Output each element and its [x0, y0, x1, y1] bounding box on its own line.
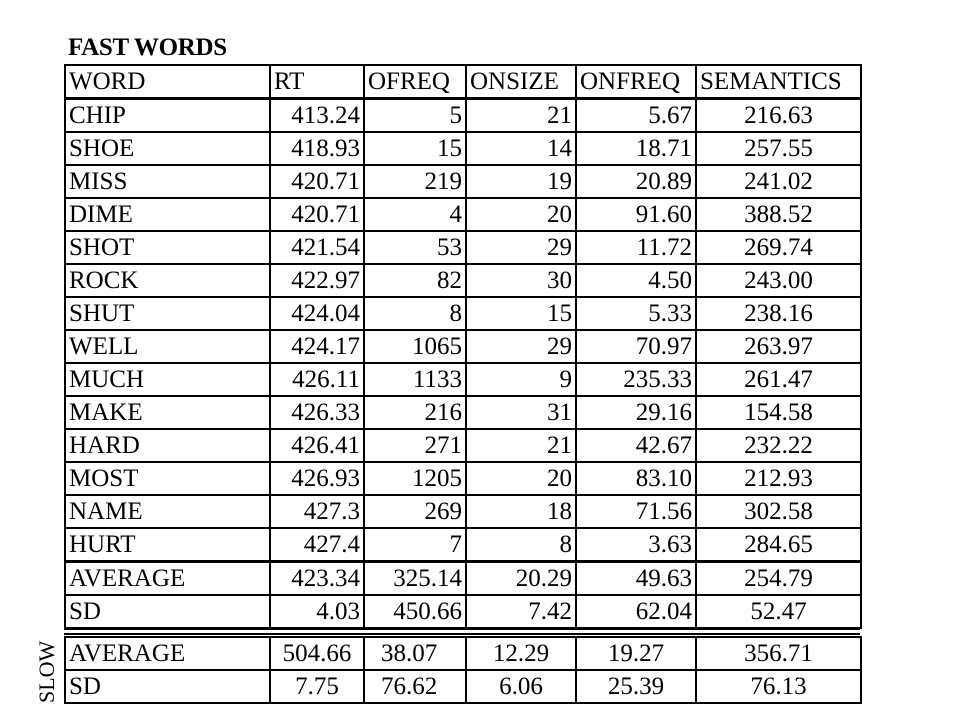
cell-onfreq: 71.56: [576, 495, 696, 528]
table-row: [65, 297, 861, 330]
table-row: [65, 429, 861, 462]
cell-ofreq: 219: [364, 165, 466, 198]
cell-onsize: 19: [466, 165, 576, 198]
cell-ofreq: 271: [364, 429, 466, 462]
cell-ofreq: 216: [364, 396, 466, 429]
cell-semantics: 254.79: [696, 562, 861, 596]
cell-rt: 426.11: [270, 363, 364, 396]
cell-rt: 427.4: [270, 528, 364, 562]
table-row: [65, 99, 861, 133]
cell-ofreq: 53: [364, 231, 466, 264]
cell-word: DIME: [65, 198, 270, 231]
cell-word: MUCH: [65, 363, 270, 396]
table-row: [65, 264, 861, 297]
cell-ofreq: 4: [364, 198, 466, 231]
cell-ofreq: 38.07: [364, 637, 466, 670]
table-row: [65, 132, 861, 165]
cell-onfreq: 5.67: [576, 99, 696, 133]
cell-onfreq: 83.10: [576, 462, 696, 495]
cell-semantics: 263.97: [696, 330, 861, 363]
cell-word: CHIP: [65, 99, 270, 133]
cell-word: AVERAGE: [65, 637, 270, 670]
cell-onsize: 6.06: [466, 670, 576, 703]
cell-rt: 423.34: [270, 562, 364, 596]
cell-onsize: 8: [466, 528, 576, 562]
cell-onfreq: 62.04: [576, 595, 696, 628]
column-header-rt: RT: [270, 65, 364, 99]
cell-rt: 422.97: [270, 264, 364, 297]
cell-ofreq: 450.66: [364, 595, 466, 628]
cell-semantics: 212.93: [696, 462, 861, 495]
cell-rt: 418.93: [270, 132, 364, 165]
cell-onsize: 21: [466, 429, 576, 462]
cell-rt: 420.71: [270, 165, 364, 198]
cell-ofreq: 269: [364, 495, 466, 528]
cell-semantics: 356.71: [696, 637, 861, 670]
cell-rt: 426.33: [270, 396, 364, 429]
cell-onfreq: 18.71: [576, 132, 696, 165]
cell-onsize: 18: [466, 495, 576, 528]
table-row: [65, 462, 861, 495]
cell-onsize: 12.29: [466, 637, 576, 670]
cell-rt: 427.3: [270, 495, 364, 528]
cell-rt: 424.17: [270, 330, 364, 363]
cell-rt: 420.71: [270, 198, 364, 231]
cell-word: MAKE: [65, 396, 270, 429]
column-header-semantics: SEMANTICS: [696, 65, 861, 99]
table-row: [65, 231, 861, 264]
cell-word: ROCK: [65, 264, 270, 297]
table-row: [65, 495, 861, 528]
cell-word: AVERAGE: [65, 562, 270, 596]
cell-semantics: 52.47: [696, 595, 861, 628]
cell-semantics: 269.74: [696, 231, 861, 264]
cell-semantics: 284.65: [696, 528, 861, 562]
cell-onfreq: 19.27: [576, 637, 696, 670]
cell-rt: 4.03: [270, 595, 364, 628]
cell-semantics: 241.02: [696, 165, 861, 198]
column-header-onsize: ONSIZE: [466, 65, 576, 99]
slow-sd-row: [65, 670, 861, 703]
cell-word: SHOT: [65, 231, 270, 264]
cell-rt: 7.75: [270, 670, 364, 703]
double-divider: [64, 628, 860, 635]
cell-rt: 426.41: [270, 429, 364, 462]
cell-onfreq: 42.67: [576, 429, 696, 462]
cell-onsize: 20: [466, 462, 576, 495]
cell-semantics: 302.58: [696, 495, 861, 528]
cell-semantics: 257.55: [696, 132, 861, 165]
cell-word: SHOE: [65, 132, 270, 165]
fast-sd-row: [65, 595, 861, 628]
cell-word: HARD: [65, 429, 270, 462]
cell-word: SD: [65, 670, 270, 703]
cell-onsize: 29: [466, 330, 576, 363]
cell-ofreq: 76.62: [364, 670, 466, 703]
cell-onfreq: 3.63: [576, 528, 696, 562]
table-row: [65, 330, 861, 363]
cell-onfreq: 20.89: [576, 165, 696, 198]
cell-rt: 413.24: [270, 99, 364, 133]
cell-word: WELL: [65, 330, 270, 363]
cell-word: SD: [65, 595, 270, 628]
cell-onfreq: 29.16: [576, 396, 696, 429]
cell-onfreq: 49.63: [576, 562, 696, 596]
slow-average-row: [65, 637, 861, 670]
cell-semantics: 232.22: [696, 429, 861, 462]
cell-ofreq: 15: [364, 132, 466, 165]
cell-semantics: 243.00: [696, 264, 861, 297]
cell-onsize: 9: [466, 363, 576, 396]
slow-words-summary-table: [64, 636, 862, 704]
table-row: [65, 165, 861, 198]
cell-onfreq: 11.72: [576, 231, 696, 264]
cell-onsize: 30: [466, 264, 576, 297]
cell-ofreq: 1133: [364, 363, 466, 396]
column-header-ofreq: OFREQ: [364, 65, 466, 99]
cell-onsize: 7.42: [466, 595, 576, 628]
cell-word: HURT: [65, 528, 270, 562]
cell-ofreq: 8: [364, 297, 466, 330]
cell-onfreq: 235.33: [576, 363, 696, 396]
table-title: FAST WORDS: [68, 34, 227, 61]
table-row: [65, 528, 861, 562]
cell-semantics: 261.47: [696, 363, 861, 396]
fast-words-table: [64, 64, 862, 629]
cell-semantics: 76.13: [696, 670, 861, 703]
cell-onfreq: 5.33: [576, 297, 696, 330]
cell-word: NAME: [65, 495, 270, 528]
cell-word: SHUT: [65, 297, 270, 330]
table-row: [65, 396, 861, 429]
column-header-word: WORD: [65, 65, 270, 99]
cell-semantics: 388.52: [696, 198, 861, 231]
cell-onsize: 31: [466, 396, 576, 429]
cell-rt: 424.04: [270, 297, 364, 330]
cell-ofreq: 5: [364, 99, 466, 133]
cell-rt: 504.66: [270, 637, 364, 670]
cell-rt: 421.54: [270, 231, 364, 264]
cell-onfreq: 4.50: [576, 264, 696, 297]
cell-onsize: 21: [466, 99, 576, 133]
cell-onsize: 20.29: [466, 562, 576, 596]
cell-ofreq: 82: [364, 264, 466, 297]
cell-ofreq: 325.14: [364, 562, 466, 596]
cell-semantics: 238.16: [696, 297, 861, 330]
cell-rt: 426.93: [270, 462, 364, 495]
cell-onsize: 14: [466, 132, 576, 165]
cell-ofreq: 1205: [364, 462, 466, 495]
cell-onsize: 29: [466, 231, 576, 264]
cell-semantics: 216.63: [696, 99, 861, 133]
header-row: [65, 65, 861, 99]
column-header-onfreq: ONFREQ: [576, 65, 696, 99]
cell-word: MOST: [65, 462, 270, 495]
slow-side-label: SLOW: [34, 640, 59, 703]
cell-ofreq: 7: [364, 528, 466, 562]
cell-onfreq: 25.39: [576, 670, 696, 703]
cell-word: MISS: [65, 165, 270, 198]
fast-average-row: [65, 562, 861, 596]
cell-onfreq: 91.60: [576, 198, 696, 231]
cell-ofreq: 1065: [364, 330, 466, 363]
cell-semantics: 154.58: [696, 396, 861, 429]
table-row: [65, 363, 861, 396]
cell-onsize: 15: [466, 297, 576, 330]
table-row: [65, 198, 861, 231]
cell-onfreq: 70.97: [576, 330, 696, 363]
cell-onsize: 20: [466, 198, 576, 231]
